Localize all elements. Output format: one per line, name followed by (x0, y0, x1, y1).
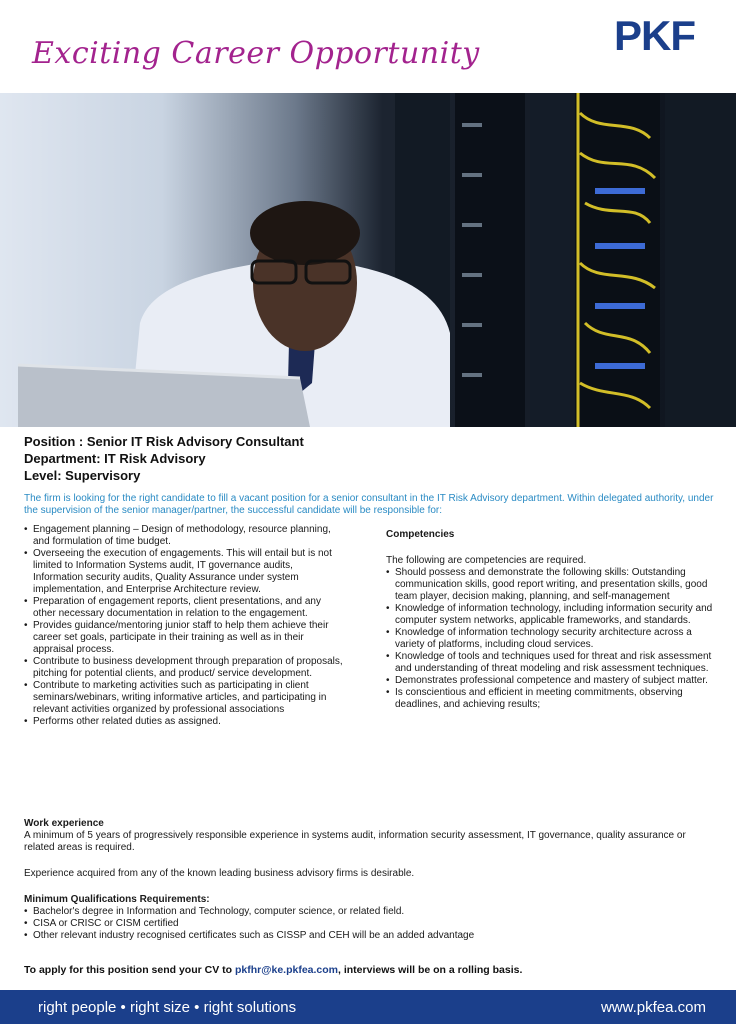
work-experience-section (24, 818, 714, 942)
level: Level: Supervisory (24, 468, 141, 483)
list-item: • Provides guidance/mentoring junior staff to help them achieve their career set goals, participate in their training as well as in their appraisal process. (24, 620, 344, 656)
pkf-logo: PKF (614, 12, 695, 59)
list-item: • Demonstrates professional competence and mastery of subject matter. (386, 675, 716, 687)
footer-website-link[interactable]: www.pkfea.com (600, 999, 706, 1016)
list-item: • Should possess and demonstrate the following skills: Outstanding communication skills, good report writing, and presentation skills, good team player, decision making, planning, and self-management (386, 567, 716, 603)
list-item: • Knowledge of information technology security architecture across a variety of platforms, including cloud services. (386, 627, 716, 651)
footer-bar (0, 990, 736, 1024)
list-item: • CISA or CRISC or CISM certified (24, 918, 714, 930)
footer-tagline: right people • right size • right solutions (38, 999, 297, 1016)
list-item: • Contribute to marketing activities such as participating in client seminars/webinars, writing informative articles, and participating in relevant activities organized by professional associations (24, 680, 344, 716)
hero-photo (0, 93, 736, 427)
list-item: • Overseeing the execution of engagements. This will entail but is not limited to Information Systems audit, IT governance audits, Information security audits, Quality Assurance under system implementation, and Enterprise Architecture review. (24, 548, 344, 596)
competencies-intro: The following are competencies are required. (386, 555, 587, 566)
apply-email-link[interactable]: pkfhr@ke.pkfea.com (234, 964, 339, 976)
work-experience-extra: Experience acquired from any of the known leading business advisory firms is desirable. (24, 868, 415, 879)
responsibilities-list (24, 524, 344, 728)
hero-illustration (0, 93, 736, 427)
list-item: • Knowledge of information technology, including information security and computer system networks, applicable frameworks, and standards. (386, 603, 716, 627)
responsibilities-column (24, 524, 344, 728)
list-item: • Engagement planning – Design of methodology, resource planning, and formulation of time budget. (24, 524, 344, 548)
list-item: • Contribute to business development through preparation of proposals, pitching for potential clients, and product/ service development. (24, 656, 344, 680)
apply-suffix: , interviews will be on a rolling basis. (338, 964, 523, 976)
work-experience-title: Work experience (24, 818, 104, 829)
list-item: • Preparation of engagement reports, client presentations, and any other necessary documentation in relation to the engagement. (24, 596, 344, 620)
competencies-list (386, 567, 716, 711)
list-item: • Is conscientious and efficient in meeting commitments, observing deadlines, and achieving results; (386, 687, 716, 711)
department: Department: IT Risk Advisory (24, 451, 206, 466)
header (0, 0, 736, 93)
qualifications-title: Minimum Qualifications Requirements: (24, 894, 210, 905)
position-block (24, 433, 304, 484)
apply-instructions (24, 964, 522, 976)
list-item: • Other relevant industry recognised certificates such as CISSP and CEH will be an added advantage (24, 930, 714, 942)
work-experience-text: A minimum of 5 years of progressively responsible experience in systems audit, information security assessment, IT governance, quality assurance or related areas is required. (24, 830, 686, 853)
competencies-column (386, 529, 716, 711)
headline: Exciting Career Opportunity (32, 36, 480, 71)
list-item: • Performs other related duties as assigned. (24, 716, 344, 728)
list-item: • Bachelor's degree in Information and Technology, computer science, or related field. (24, 906, 714, 918)
intro-text: The firm is looking for the right candidate to fill a vacant position for a senior consultant in the IT Risk Advisory department. Within delegated authority, under the supervision of the senior manager/partner, the successful candidate will be responsible for: (24, 493, 714, 516)
qualifications-list (24, 906, 714, 942)
position-title: Position : Senior IT Risk Advisory Consultant (24, 434, 304, 449)
apply-prefix: To apply for this position send your CV to (24, 964, 235, 976)
competencies-title: Competencies (386, 529, 455, 540)
list-item: • Knowledge of tools and techniques used for threat and risk assessment and understanding of threat modeling and risk assessment techniques. (386, 651, 716, 675)
